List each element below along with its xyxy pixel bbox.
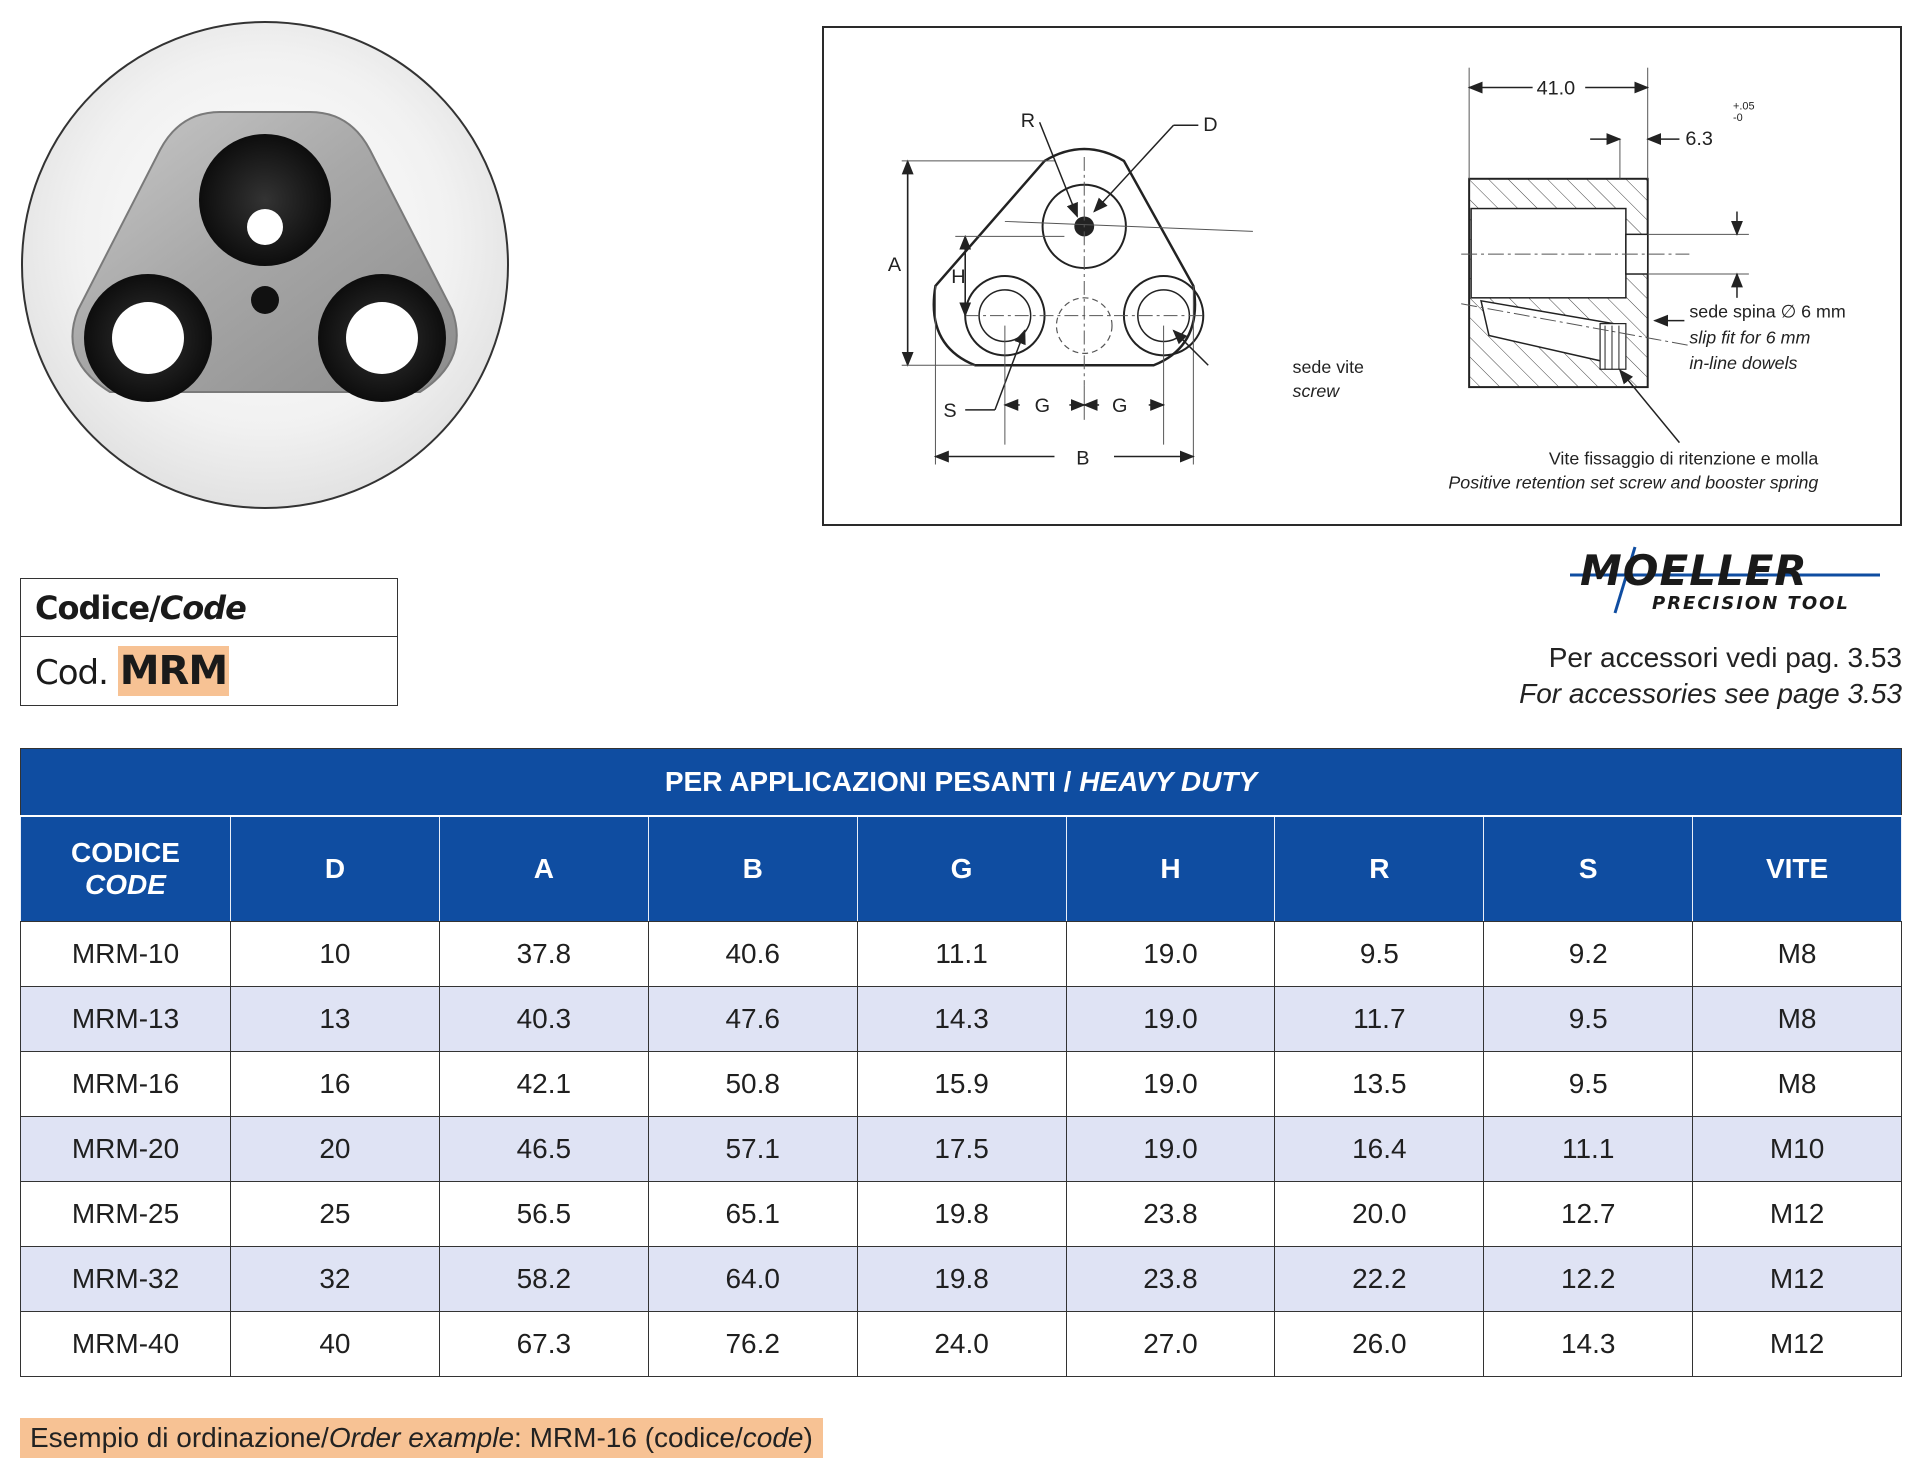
side-section-view <box>1448 68 1845 493</box>
code-label-en: Code <box>159 589 246 627</box>
table-row <box>21 1312 1902 1377</box>
column-header-h: H <box>1066 816 1275 922</box>
table-cell: M12 <box>1693 1312 1902 1377</box>
table-cell: 58.2 <box>439 1247 648 1312</box>
column-header-s: S <box>1484 816 1693 922</box>
screw-label-it: sede vite <box>1292 357 1364 378</box>
table-cell: M12 <box>1693 1182 1902 1247</box>
order-example-value: : MRM-16 (codice/ <box>514 1422 743 1453</box>
table-cell: 13 <box>231 987 440 1052</box>
dowel-label-en1: slip fit for 6 mm <box>1689 327 1811 348</box>
dim-r-label: R <box>1020 110 1036 133</box>
table-cell: 27.0 <box>1066 1312 1275 1377</box>
dowel-label-en2: in-line dowels <box>1689 353 1798 374</box>
column-header-b: B <box>648 816 857 922</box>
table-cell: 11.1 <box>1484 1117 1693 1182</box>
table-cell: 23.8 <box>1066 1247 1275 1312</box>
table-cell: 20.0 <box>1275 1182 1484 1247</box>
dim-a-label: A <box>887 254 902 277</box>
table-cell: 20 <box>231 1117 440 1182</box>
tolerance-plus: +.05 <box>1733 100 1755 113</box>
dim-d-label: D <box>1203 114 1218 137</box>
table-cell: 15.9 <box>857 1052 1066 1117</box>
dim-63-label: 6.3 <box>1685 128 1713 151</box>
table-cell: 11.7 <box>1275 987 1484 1052</box>
table-cell: 12.7 <box>1484 1182 1693 1247</box>
order-example-it: Esempio di ordinazione/ <box>30 1422 329 1453</box>
column-header-vite: VITE <box>1693 816 1902 922</box>
table-cell: M8 <box>1693 922 1902 987</box>
table-cell: MRM-16 <box>21 1052 231 1117</box>
table-row <box>21 1247 1902 1312</box>
moeller-logo <box>1560 545 1890 615</box>
table-row <box>21 1182 1902 1247</box>
table-cell: 17.5 <box>857 1117 1066 1182</box>
table-cell: 57.1 <box>648 1117 857 1182</box>
dim-g-right-label: G <box>1112 394 1128 417</box>
code-box <box>20 578 398 706</box>
table-cell: 10 <box>231 922 440 987</box>
accessory-note-en: For accessories see page 3.53 <box>1519 678 1902 709</box>
order-example <box>20 1418 823 1458</box>
table-cell: 19.0 <box>1066 987 1275 1052</box>
table-cell: 65.1 <box>648 1182 857 1247</box>
table-cell: 37.8 <box>439 922 648 987</box>
logo-tagline: PRECISION TOOL <box>1652 593 1850 614</box>
table-cell: 25 <box>231 1182 440 1247</box>
table-cell: 16.4 <box>1275 1117 1484 1182</box>
table-cell: 9.2 <box>1484 922 1693 987</box>
table-cell: 64.0 <box>648 1247 857 1312</box>
table-cell: M8 <box>1693 1052 1902 1117</box>
table-cell: 56.5 <box>439 1182 648 1247</box>
screw-label-en: screw <box>1292 381 1340 402</box>
product-code: MRM <box>119 648 228 694</box>
accessory-note-it: Per accessori vedi pag. 3.53 <box>1548 642 1902 673</box>
product-photo <box>20 20 510 510</box>
table-banner-it: PER APPLICAZIONI PESANTI / <box>664 766 1080 797</box>
column-header-a: A <box>439 816 648 922</box>
front-view <box>888 110 1364 469</box>
table-cell: 46.5 <box>439 1117 648 1182</box>
table-cell: 9.5 <box>1275 922 1484 987</box>
technical-drawing <box>822 26 1902 526</box>
table-row <box>21 1052 1902 1117</box>
dim-h-label: H <box>951 265 966 288</box>
table-cell: M8 <box>1693 987 1902 1052</box>
table-cell: 40.3 <box>439 987 648 1052</box>
dowel-label-it: sede spina ∅ 6 mm <box>1689 301 1846 322</box>
table-row <box>21 1117 1902 1182</box>
column-header-r: R <box>1275 816 1484 922</box>
order-example-code-en: code <box>742 1422 804 1453</box>
dim-41-label: 41.0 <box>1536 77 1576 100</box>
table-cell: 19.8 <box>857 1182 1066 1247</box>
table-cell: M12 <box>1693 1247 1902 1312</box>
dim-g-left-label: G <box>1034 394 1051 417</box>
table-cell: 19.0 <box>1066 1052 1275 1117</box>
table-cell: 76.2 <box>648 1312 857 1377</box>
table-header-row <box>21 816 1902 922</box>
accessory-note <box>1519 640 1902 712</box>
table-row <box>21 922 1902 987</box>
table-cell: 12.2 <box>1484 1247 1693 1312</box>
dim-b-label: B <box>1076 447 1090 470</box>
spec-table <box>20 748 1902 1377</box>
table-cell: 16 <box>231 1052 440 1117</box>
table-banner <box>21 749 1902 817</box>
table-cell: 67.3 <box>439 1312 648 1377</box>
table-cell: 32 <box>231 1247 440 1312</box>
table-cell: 50.8 <box>648 1052 857 1117</box>
column-header-d: D <box>231 816 440 922</box>
table-cell: 13.5 <box>1275 1052 1484 1117</box>
table-cell: MRM-20 <box>21 1117 231 1182</box>
table-cell: MRM-10 <box>21 922 231 987</box>
column-header-g: G <box>857 816 1066 922</box>
cod-prefix: Cod. <box>35 653 108 693</box>
table-cell: 23.8 <box>1066 1182 1275 1247</box>
table-cell: 19.0 <box>1066 922 1275 987</box>
table-cell: 9.5 <box>1484 987 1693 1052</box>
table-cell: MRM-25 <box>21 1182 231 1247</box>
table-cell: 40 <box>231 1312 440 1377</box>
table-cell: 9.5 <box>1484 1052 1693 1117</box>
order-example-en: Order example <box>328 1422 515 1453</box>
table-cell: M10 <box>1693 1117 1902 1182</box>
table-cell: MRM-13 <box>21 987 231 1052</box>
code-box-value <box>21 637 397 705</box>
logo-name: MOELLER <box>1580 546 1808 595</box>
table-cell: 24.0 <box>857 1312 1066 1377</box>
table-cell: 14.3 <box>857 987 1066 1052</box>
retention-label-en: Positive retention set screw and booster spring <box>1448 472 1819 493</box>
retention-label-it: Vite fissaggio di ritenzione e molla <box>1548 448 1819 469</box>
table-cell: 19.0 <box>1066 1117 1275 1182</box>
table-cell: MRM-32 <box>21 1247 231 1312</box>
table-cell: 14.3 <box>1484 1312 1693 1377</box>
table-cell: 40.6 <box>648 922 857 987</box>
table-banner-en: HEAVY DUTY <box>1079 766 1258 797</box>
table-cell: 22.2 <box>1275 1247 1484 1312</box>
code-box-label <box>21 579 397 637</box>
tolerance-minus: -0 <box>1733 112 1743 125</box>
table-cell: 11.1 <box>857 922 1066 987</box>
table-cell: 19.8 <box>857 1247 1066 1312</box>
column-header-code: CODICE CODE <box>21 816 231 922</box>
table-cell: 42.1 <box>439 1052 648 1117</box>
table-row <box>21 987 1902 1052</box>
table-cell: MRM-40 <box>21 1312 231 1377</box>
table-cell: 26.0 <box>1275 1312 1484 1377</box>
order-example-close: ) <box>803 1422 813 1453</box>
dim-s-label: S <box>943 399 957 422</box>
table-cell: 47.6 <box>648 987 857 1052</box>
code-label-it: Codice/ <box>35 589 160 627</box>
